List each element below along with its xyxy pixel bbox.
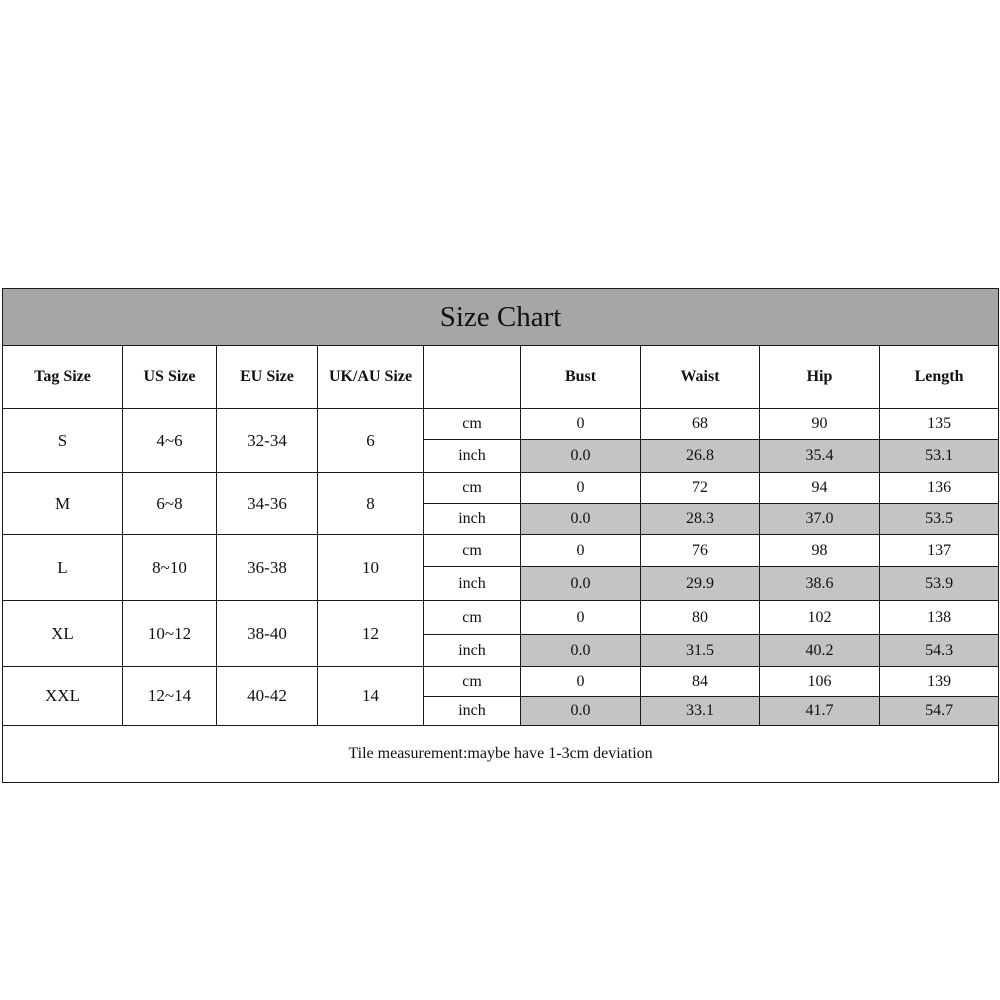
ukau-size-cell: 8 [318,473,424,535]
unit-cell-inch: inch [424,504,521,535]
size-row-cm [3,601,999,635]
tag-size-cell: XL [3,601,123,667]
unit-cell-inch: inch [424,567,521,601]
length-inch-cell: 54.7 [880,697,999,726]
header-tag-size: Tag Size [3,346,123,409]
bust-cm-cell: 0 [521,667,641,697]
hip-cm-cell: 102 [760,601,880,635]
bust-inch-cell: 0.0 [521,635,641,667]
us-size-cell: 12~14 [123,667,217,726]
tag-size-cell: L [3,535,123,601]
hip-cm-cell: 94 [760,473,880,504]
size-row-cm [3,535,999,567]
tag-size-cell: XXL [3,667,123,726]
bust-inch-cell: 0.0 [521,440,641,473]
bust-inch-cell: 0.0 [521,567,641,601]
size-row-cm [3,473,999,504]
header-hip: Hip [760,346,880,409]
waist-inch-cell: 33.1 [641,697,760,726]
ukau-size-cell: 14 [318,667,424,726]
us-size-cell: 6~8 [123,473,217,535]
eu-size-cell: 38-40 [217,601,318,667]
unit-cell-cm: cm [424,667,521,697]
ukau-size-cell: 10 [318,535,424,601]
length-cm-cell: 136 [880,473,999,504]
header-us-size: US Size [123,346,217,409]
length-cm-cell: 135 [880,409,999,440]
header-row [3,346,999,409]
us-size-cell: 4~6 [123,409,217,473]
note-row [3,726,999,783]
length-cm-cell: 137 [880,535,999,567]
waist-cm-cell: 84 [641,667,760,697]
header-waist: Waist [641,346,760,409]
eu-size-cell: 32-34 [217,409,318,473]
tag-size-cell: M [3,473,123,535]
unit-cell-cm: cm [424,473,521,504]
length-inch-cell: 53.5 [880,504,999,535]
waist-cm-cell: 76 [641,535,760,567]
us-size-cell: 8~10 [123,535,217,601]
length-cm-cell: 139 [880,667,999,697]
hip-inch-cell: 38.6 [760,567,880,601]
eu-size-cell: 40-42 [217,667,318,726]
unit-cell-inch: inch [424,635,521,667]
header-length: Length [880,346,999,409]
header-bust: Bust [521,346,641,409]
bust-cm-cell: 0 [521,409,641,440]
hip-inch-cell: 40.2 [760,635,880,667]
measurement-note: Tile measurement:maybe have 1-3cm deviation [3,726,999,783]
waist-inch-cell: 29.9 [641,567,760,601]
chart-title: Size Chart [3,289,999,346]
size-row-cm [3,409,999,440]
title-row [3,289,999,346]
bust-inch-cell: 0.0 [521,504,641,535]
unit-cell-inch: inch [424,440,521,473]
ukau-size-cell: 12 [318,601,424,667]
unit-cell-cm: cm [424,535,521,567]
length-inch-cell: 53.9 [880,567,999,601]
header-eu-size: EU Size [217,346,318,409]
tag-size-cell: S [3,409,123,473]
waist-inch-cell: 31.5 [641,635,760,667]
hip-inch-cell: 35.4 [760,440,880,473]
length-cm-cell: 138 [880,601,999,635]
unit-cell-inch: inch [424,697,521,726]
waist-inch-cell: 26.8 [641,440,760,473]
hip-inch-cell: 41.7 [760,697,880,726]
size-row-cm [3,667,999,697]
bust-cm-cell: 0 [521,601,641,635]
bust-inch-cell: 0.0 [521,697,641,726]
eu-size-cell: 34-36 [217,473,318,535]
length-inch-cell: 54.3 [880,635,999,667]
ukau-size-cell: 6 [318,409,424,473]
us-size-cell: 10~12 [123,601,217,667]
hip-cm-cell: 90 [760,409,880,440]
hip-inch-cell: 37.0 [760,504,880,535]
size-chart-table [2,288,999,783]
waist-cm-cell: 72 [641,473,760,504]
hip-cm-cell: 106 [760,667,880,697]
bust-cm-cell: 0 [521,473,641,504]
waist-cm-cell: 80 [641,601,760,635]
bust-cm-cell: 0 [521,535,641,567]
waist-cm-cell: 68 [641,409,760,440]
length-inch-cell: 53.1 [880,440,999,473]
unit-cell-cm: cm [424,601,521,635]
eu-size-cell: 36-38 [217,535,318,601]
unit-cell-cm: cm [424,409,521,440]
hip-cm-cell: 98 [760,535,880,567]
header-ukau-size: UK/AU Size [318,346,424,409]
waist-inch-cell: 28.3 [641,504,760,535]
header-unit [424,346,521,409]
